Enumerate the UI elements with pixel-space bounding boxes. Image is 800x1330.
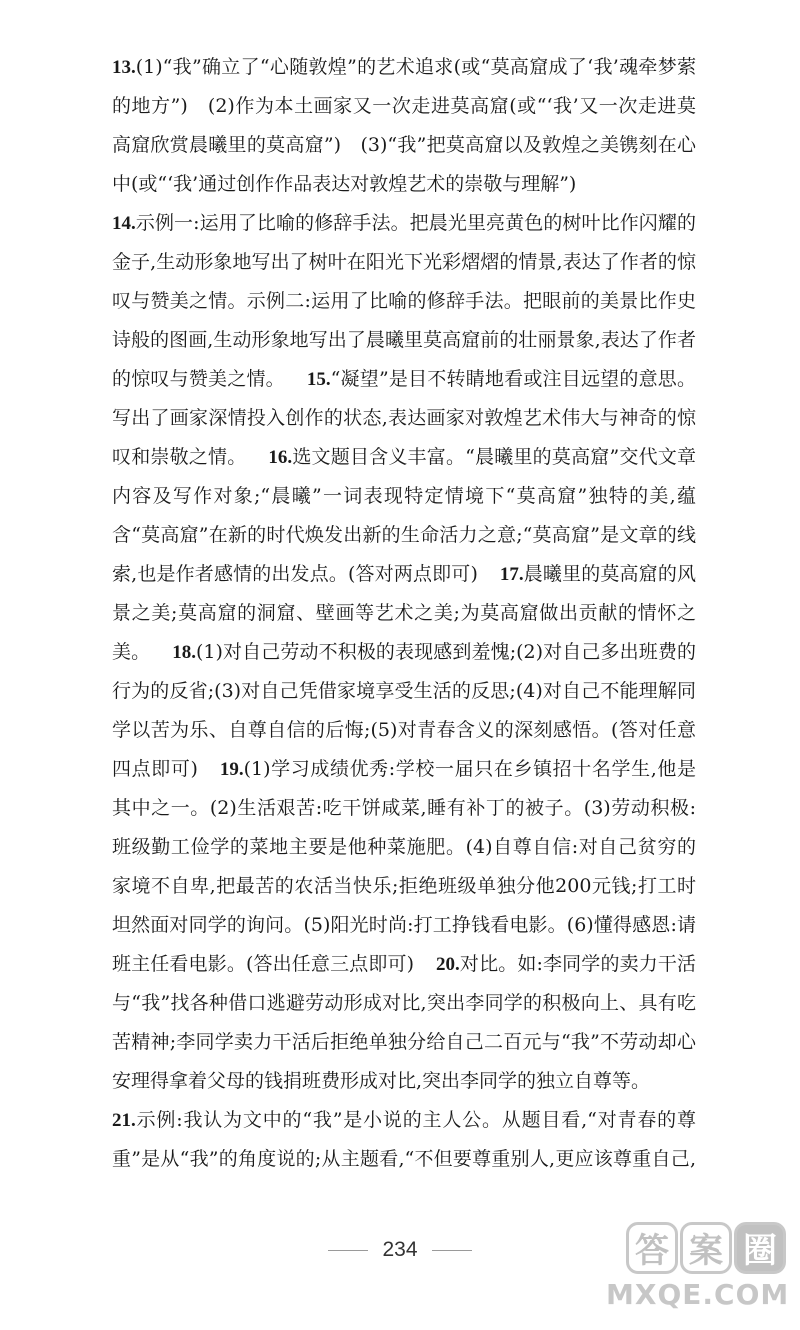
answer-number: 14. bbox=[112, 213, 136, 234]
watermark-char: 答 bbox=[626, 1222, 678, 1274]
watermark-url: MXQE.COM bbox=[606, 1278, 790, 1311]
answer-number: 21. bbox=[112, 1110, 136, 1131]
answer-text: “凝望”是目不转睛地看或注目远望的意思。写出了画家深情投入创作的状态,表达画家对敦煌艺术伟大与神奇的惊叹和崇敬之情。 bbox=[112, 368, 696, 468]
answer-number: 15. bbox=[306, 369, 331, 390]
answer-number: 20. bbox=[436, 954, 460, 975]
answer-number: 18. bbox=[172, 642, 196, 663]
site-watermark-logo bbox=[606, 1222, 790, 1322]
answer-text: 晨曦里的莫高窟的风景之美;莫高窟的洞窟、壁画等艺术之美;为莫高窟做出贡献的情怀之美。 bbox=[112, 563, 696, 663]
answer-number: 16. bbox=[268, 447, 293, 468]
answer-text: (1)“我”确立了“心随敦煌”的艺术追求(或“莫高窟成了‘我’魂牵梦萦的地方”) (2)作为本土画家又一次走进莫高窟(或“‘我’又一次走进莫高窟欣赏晨曦里的莫高窟”) (3)“我”把莫高窟以及敦煌之美镌刻在心中(或“‘我’通过创作作品表达对敦煌艺术的崇敬与理解”) bbox=[112, 56, 696, 195]
answer-text: 示例一:运用了比喻的修辞手法。把晨光里亮黄色的树叶比作闪耀的金子,生动形象地写出了树叶在阳光下光彩熠熠的情景,表达了作者的惊叹与赞美之情。示例二:运用了比喻的修辞手法。把眼前的美景比作史诗般的图画,生动形象地写出了晨曦里莫高窟前的壮丽景象,表达了作者的惊叹与赞美之情。 bbox=[112, 212, 696, 390]
answer-group-21-22 bbox=[112, 1101, 696, 1178]
watermark-char: 案 bbox=[680, 1222, 732, 1274]
answer-text: (1)对自己劳动不积极的表现感到羞愧;(2)对自己多出班费的行为的反省;(3)对自己凭借家境享受生活的反思;(4)对自己不能理解同学以苦为乐、自尊自信的后悔;(5)对青春含义的深刻感悟。(答对任意四点即可) bbox=[112, 641, 696, 780]
footer-rule-left bbox=[328, 1250, 368, 1251]
answer-number: 19. bbox=[219, 759, 244, 780]
answer-text-body bbox=[112, 48, 696, 1178]
watermark-char: 圈 bbox=[734, 1222, 786, 1274]
answer-text: 对比。如:李同学的卖力干活与“我”找各种借口逃避劳动形成对比,突出李同学的积极向上、具有吃苦精神;李同学卖力干活后拒绝单独分给自己二百元与“我”不劳动却心安理得拿着父母的钱捐班费形成对比,突出李同学的独立自尊等。 bbox=[112, 953, 696, 1092]
answer-group-14-17 bbox=[112, 204, 696, 1101]
answer-text: 示例:我认为文中的“我”是小说的主人公。从题目看,“对青春的尊重”是从“我”的角度说的;从主题看,“不但要尊重别人,更应该尊重自己, bbox=[112, 1109, 696, 1170]
answer-number: 13. bbox=[112, 57, 136, 78]
footer-rule-right bbox=[432, 1250, 472, 1251]
answer-13 bbox=[112, 48, 696, 204]
page-number: 234 bbox=[382, 1238, 418, 1261]
answer-text: 选文题目含义丰富。“晨曦里的莫高窟”交代文章内容及写作对象;“晨曦”一词表现特定情境下“莫高窟”独特的美,蕴含“莫高窟”在新的时代焕发出新的生命活力之意;“莫高窟”是文章的线索,也是作者感情的出发点。(答对两点即可) bbox=[112, 446, 696, 585]
answer-text: (1)学习成绩优秀:学校一届只在乡镇招十名学生,他是其中之一。(2)生活艰苦:吃干饼咸菜,睡有补丁的被子。(3)劳动积极:班级勤工俭学的菜地主要是他种菜施肥。(4)自尊自信:对自己贫穷的家境不自卑,把最苦的农活当快乐;拒绝班级单独分他200元钱;打工时坦然面对同学的询问。(5)阳光时尚:打工挣钱看电影。(6)懂得感恩:请班主任看电影。(答出任意三点即可) bbox=[112, 758, 696, 975]
answer-number: 17. bbox=[499, 564, 524, 585]
watermark-chars bbox=[606, 1222, 786, 1274]
